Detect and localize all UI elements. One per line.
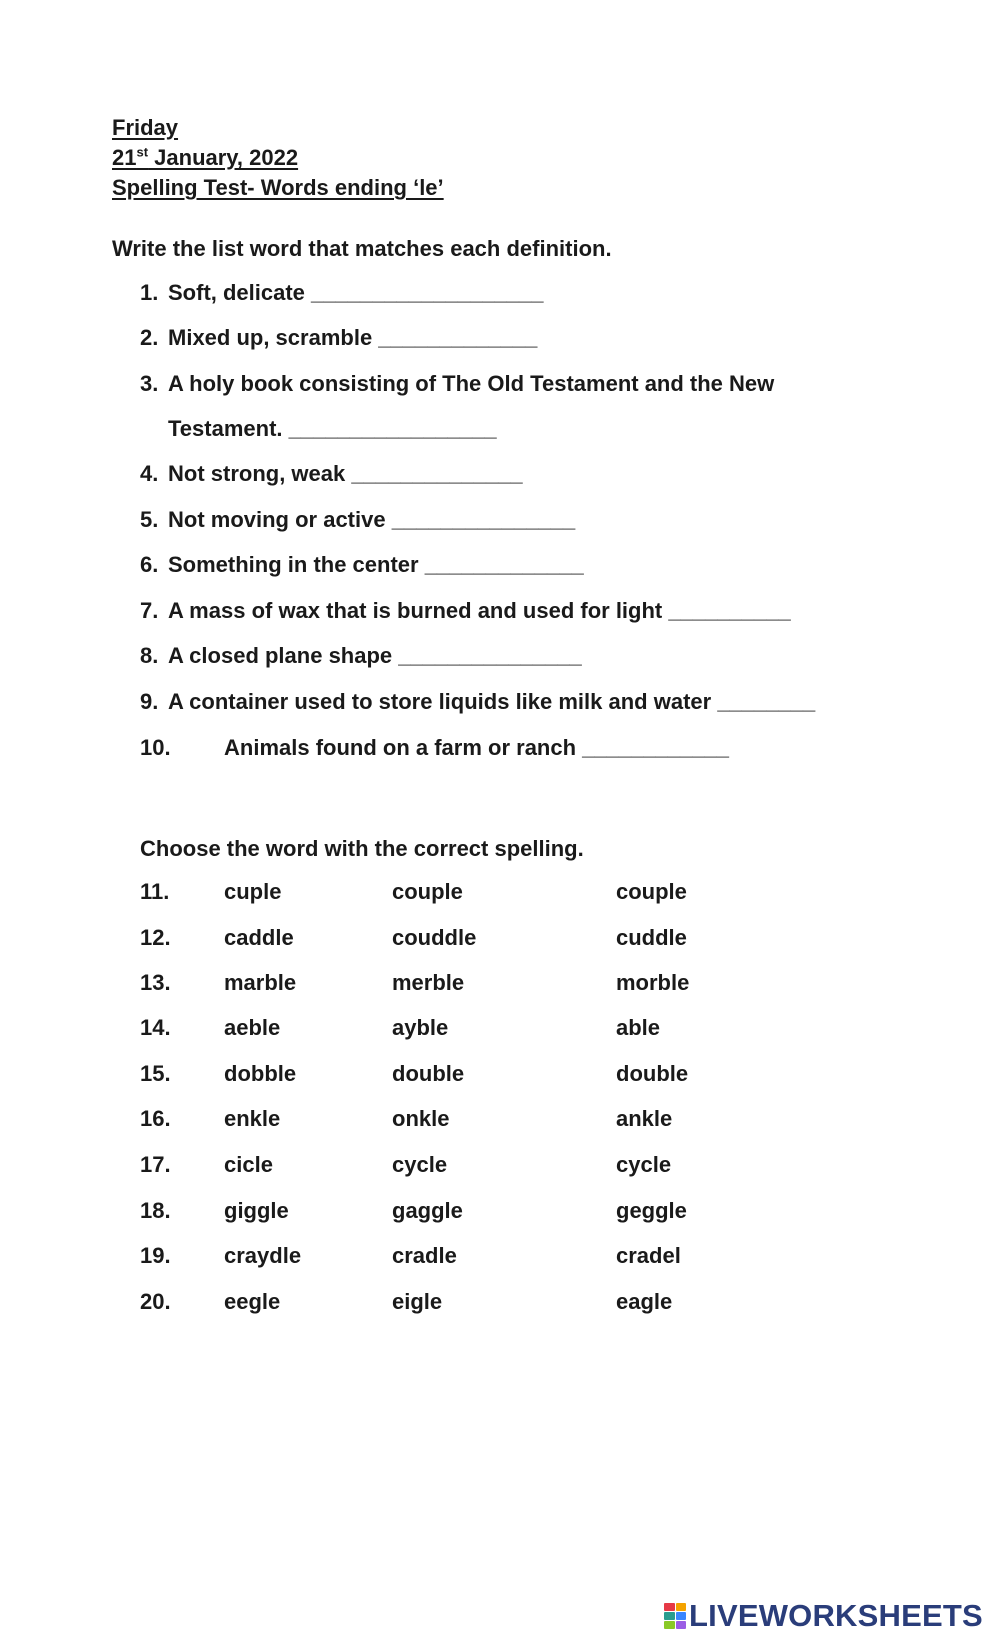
item-number: 8. [140, 643, 159, 668]
choice-a[interactable]: dobble [224, 1061, 297, 1086]
item-text: Not strong, weak ______________ [168, 461, 523, 486]
liveworksheets-logo [664, 1600, 983, 1631]
choice-b[interactable]: double [392, 1061, 465, 1086]
section2-instruction: Choose the word with the correct spelling. [140, 836, 584, 861]
choice-a[interactable]: giggle [224, 1198, 289, 1223]
choice-b[interactable]: couple [392, 879, 463, 904]
item-text: Soft, delicate ___________________ [168, 280, 544, 305]
item-text: Something in the center _____________ [168, 552, 584, 577]
row-number: 15. [140, 1061, 171, 1086]
brand-name: LIVEWORKSHEETS [689, 1598, 983, 1633]
row-number: 11. [140, 879, 170, 904]
choice-b[interactable]: gaggle [392, 1198, 463, 1223]
item-number: 3. [140, 371, 159, 396]
date-day: 21 [112, 145, 137, 170]
choice-c[interactable]: cycle [616, 1152, 672, 1177]
choice-a[interactable]: marble [224, 970, 297, 995]
choice-c[interactable]: morble [616, 970, 690, 995]
item-text: Not moving or active _______________ [168, 507, 576, 532]
choice-c[interactable]: geggle [616, 1198, 687, 1223]
item-number: 6. [140, 552, 159, 577]
choice-c[interactable]: eagle [616, 1289, 673, 1314]
choice-b[interactable]: merble [392, 970, 465, 995]
date-rest: January, 2022 [148, 145, 299, 170]
choice-b[interactable]: cradle [392, 1243, 457, 1268]
choice-a[interactable]: cuple [224, 879, 282, 904]
choice-c[interactable]: double [616, 1061, 689, 1086]
item-text: Testament. _________________ [168, 416, 497, 441]
row-number: 19. [140, 1243, 171, 1268]
row-number: 12. [140, 925, 171, 950]
row-number: 20. [140, 1289, 171, 1314]
section1-instruction: Write the list word that matches each definition. [112, 236, 612, 261]
row-number: 16. [140, 1106, 171, 1131]
choice-c[interactable]: cradel [616, 1243, 681, 1268]
choice-b[interactable]: eigle [392, 1289, 443, 1314]
choice-b[interactable]: ayble [392, 1015, 449, 1040]
choice-b[interactable]: cycle [392, 1152, 448, 1177]
item-text: A closed plane shape _______________ [168, 643, 582, 668]
item-text: A container used to store liquids like milk and water ________ [168, 689, 816, 714]
choice-c[interactable]: ankle [616, 1106, 673, 1131]
item-text: A mass of wax that is burned and used for light __________ [168, 598, 791, 623]
choice-a[interactable]: caddle [224, 925, 294, 950]
item-number: 2. [140, 325, 159, 350]
item-number: 4. [140, 461, 159, 486]
choice-a[interactable]: enkle [224, 1106, 281, 1131]
page-title: Spelling Test- Words ending ‘le’ [112, 175, 444, 200]
item-number: 9. [140, 689, 159, 714]
choice-b[interactable]: couddle [392, 925, 477, 950]
item-text: Animals found on a farm or ranch ____________ [224, 735, 729, 760]
choice-a[interactable]: eegle [224, 1289, 281, 1314]
choice-b[interactable]: onkle [392, 1106, 450, 1131]
choice-a[interactable]: craydle [224, 1243, 302, 1268]
choice-a[interactable]: aeble [224, 1015, 281, 1040]
row-number: 13. [140, 970, 171, 995]
item-text: Mixed up, scramble _____________ [168, 325, 538, 350]
day-label: Friday [112, 115, 179, 140]
row-number: 14. [140, 1015, 171, 1040]
choice-a[interactable]: cicle [224, 1152, 273, 1177]
choice-c[interactable]: couple [616, 879, 687, 904]
row-number: 17. [140, 1152, 171, 1177]
date-label [112, 144, 299, 170]
item-number: 7. [140, 598, 159, 623]
item-number: 5. [140, 507, 159, 532]
date-suffix: st [136, 144, 149, 160]
logo-blocks-icon [664, 1603, 686, 1629]
choice-c[interactable]: cuddle [616, 925, 687, 950]
choice-c[interactable]: able [616, 1015, 661, 1040]
item-number: 10. [140, 735, 171, 760]
item-number: 1. [140, 280, 159, 305]
item-text: A holy book consisting of The Old Testament and the New [168, 371, 775, 396]
row-number: 18. [140, 1198, 171, 1223]
